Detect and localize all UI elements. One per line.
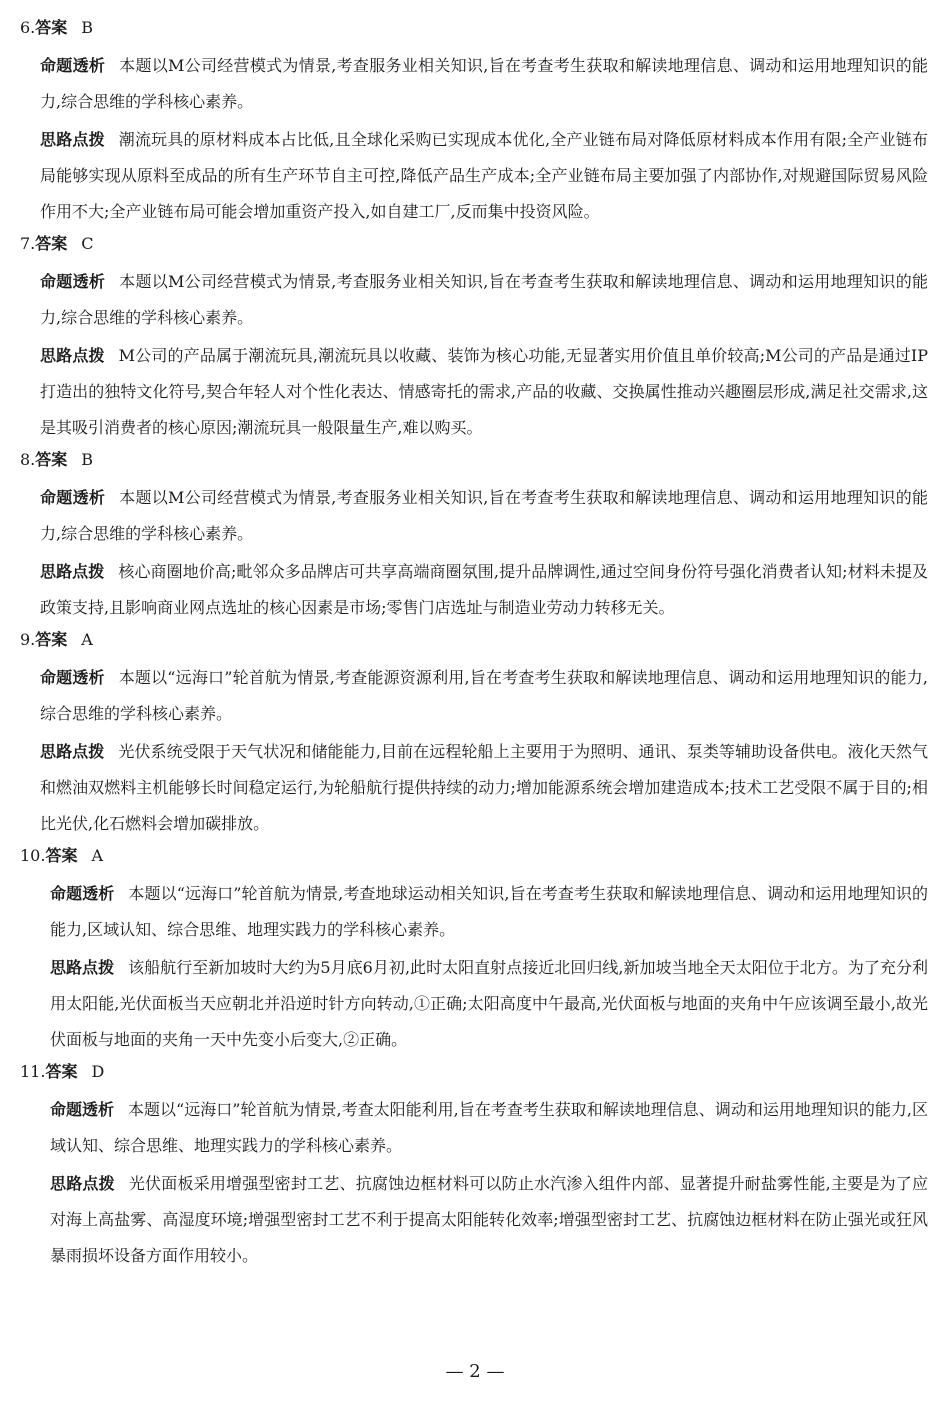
analysis-paragraph <box>20 48 928 120</box>
answer-value: A <box>81 630 93 649</box>
question-item-9 <box>20 628 928 842</box>
answer-value: B <box>81 18 94 37</box>
analysis-paragraph <box>20 480 928 552</box>
answer-line <box>20 1060 928 1084</box>
reasoning-paragraph <box>20 122 928 230</box>
question-number: 11. <box>20 1062 46 1081</box>
reasoning-label: 思路点拨 <box>40 742 105 761</box>
reasoning-paragraph <box>20 554 928 626</box>
answer-label: 答案 <box>35 234 68 253</box>
answer-label: 答案 <box>35 450 68 469</box>
reasoning-text: M公司的产品属于潮流玩具,潮流玩具以收藏、装饰为核心功能,无显著实用价值且单价较高;M公司的产品是通过IP打造出的独特文化符号,契合年轻人对个性化表达、情感寄托的需求,产品的收藏、交换属性推动兴趣圈层形成,满足社交需求,这是其吸引消费者的核心原因;潮流玩具一般限量生产,难以购买。 <box>40 346 928 437</box>
answer-label: 答案 <box>35 18 68 37</box>
analysis-paragraph <box>20 660 928 732</box>
reasoning-text: 光伏系统受限于天气状况和储能能力,目前在远程轮船上主要用于为照明、通讯、泵类等辅助设备供电。液化天然气和燃油双燃料主机能够长时间稳定运行,为轮船航行提供持续的动力;增加能源系统会增加建造成本;技术工艺受限不属于目的;相比光伏,化石燃料会增加碳排放。 <box>40 742 928 833</box>
reasoning-paragraph <box>20 338 928 446</box>
reasoning-label: 思路点拨 <box>50 1174 115 1193</box>
analysis-text: 本题以“远海口”轮首航为情景,考查能源资源利用,旨在考查考生获取和解读地理信息、调动和运用地理知识的能力,综合思维的学科核心素养。 <box>40 668 928 723</box>
analysis-label: 命题透析 <box>50 1100 115 1119</box>
reasoning-text: 核心商圈地价高;毗邻众多品牌店可共享高端商圈氛围,提升品牌调性,通过空间身份符号强化消费者认知;材料未提及政策支持,且影响商业网点选址的核心因素是市场;零售门店选址与制造业劳动力转移无关。 <box>40 562 928 617</box>
question-item-8 <box>20 448 928 626</box>
question-number: 8. <box>20 450 36 469</box>
analysis-text: 本题以M公司经营模式为情景,考查服务业相关知识,旨在考查考生获取和解读地理信息、调动和运用地理知识的能力,综合思维的学科核心素养。 <box>40 56 928 111</box>
reasoning-label: 思路点拨 <box>40 130 105 149</box>
reasoning-paragraph <box>20 1166 928 1274</box>
question-item-7 <box>20 232 928 446</box>
question-item-11 <box>20 1060 928 1274</box>
answer-line <box>20 628 928 652</box>
answer-value: C <box>81 234 94 253</box>
answer-line <box>20 16 928 40</box>
analysis-label: 命题透析 <box>40 272 106 291</box>
reasoning-text: 光伏面板采用增强型密封工艺、抗腐蚀边框材料可以防止水汽渗入组件内部、显著提升耐盐雾性能,主要是为了应对海上高盐雾、高湿度环境;增强型密封工艺不利于提高太阳能转化效率;增强型密封工艺、抗腐蚀边框材料在防止强光或狂风暴雨损坏设备方面作用较小。 <box>50 1174 928 1265</box>
question-number: 10. <box>20 846 46 865</box>
answer-label: 答案 <box>35 630 68 649</box>
answer-value: D <box>91 1062 105 1081</box>
reasoning-paragraph <box>20 950 928 1058</box>
answer-line <box>20 448 928 472</box>
question-number: 6. <box>20 18 36 37</box>
question-item-6 <box>20 16 928 230</box>
analysis-text: 本题以“远海口”轮首航为情景,考查太阳能利用,旨在考查考生获取和解读地理信息、调动和运用地理知识的能力,区域认知、综合思维、地理实践力的学科核心素养。 <box>50 1100 928 1155</box>
answer-label: 答案 <box>45 846 78 865</box>
analysis-text: 本题以“远海口”轮首航为情景,考查地球运动相关知识,旨在考查考生获取和解读地理信息、调动和运用地理知识的能力,区域认知、综合思维、地理实践力的学科核心素养。 <box>50 884 928 939</box>
answer-label: 答案 <box>45 1062 78 1081</box>
reasoning-paragraph <box>20 734 928 842</box>
reasoning-label: 思路点拨 <box>40 346 105 365</box>
answer-line <box>20 232 928 256</box>
analysis-paragraph <box>20 876 928 948</box>
reasoning-label: 思路点拨 <box>40 562 105 581</box>
answer-value: B <box>81 450 94 469</box>
reasoning-text: 该船航行至新加坡时大约为5月底6月初,此时太阳直射点接近北回归线,新加坡当地全天太阳位于北方。为了充分利用太阳能,光伏面板当天应朝北并沿逆时针方向转动,①正确;太阳高度中午最高,光伏面板与地面的夹角中午应该调至最小,故光伏面板与地面的夹角一天中先变小后变大,②正确。 <box>50 958 928 1049</box>
analysis-label: 命题透析 <box>40 56 106 75</box>
analysis-label: 命题透析 <box>40 668 105 687</box>
reasoning-label: 思路点拨 <box>50 958 115 977</box>
question-number: 7. <box>20 234 36 253</box>
page-number: — 2 — <box>445 1361 505 1382</box>
analysis-text: 本题以M公司经营模式为情景,考查服务业相关知识,旨在考查考生获取和解读地理信息、调动和运用地理知识的能力,综合思维的学科核心素养。 <box>40 488 928 543</box>
analysis-text: 本题以M公司经营模式为情景,考查服务业相关知识,旨在考查考生获取和解读地理信息、调动和运用地理知识的能力,综合思维的学科核心素养。 <box>40 272 928 327</box>
analysis-label: 命题透析 <box>40 488 106 507</box>
question-number: 9. <box>20 630 36 649</box>
analysis-paragraph <box>20 264 928 336</box>
analysis-label: 命题透析 <box>50 884 115 903</box>
reasoning-text: 潮流玩具的原材料成本占比低,且全球化采购已实现成本优化,全产业链布局对降低原材料成本作用有限;全产业链布局能够实现从原料至成品的所有生产环节自主可控,降低产品生产成本;全产业链布局主要加强了内部协作,对规避国际贸易风险作用不大;全产业链布局可能会增加重资产投入,如自建工厂,反而集中投资风险。 <box>40 130 928 221</box>
answer-line <box>20 844 928 868</box>
analysis-paragraph <box>20 1092 928 1164</box>
question-item-10 <box>20 844 928 1058</box>
answer-value: A <box>91 846 104 865</box>
